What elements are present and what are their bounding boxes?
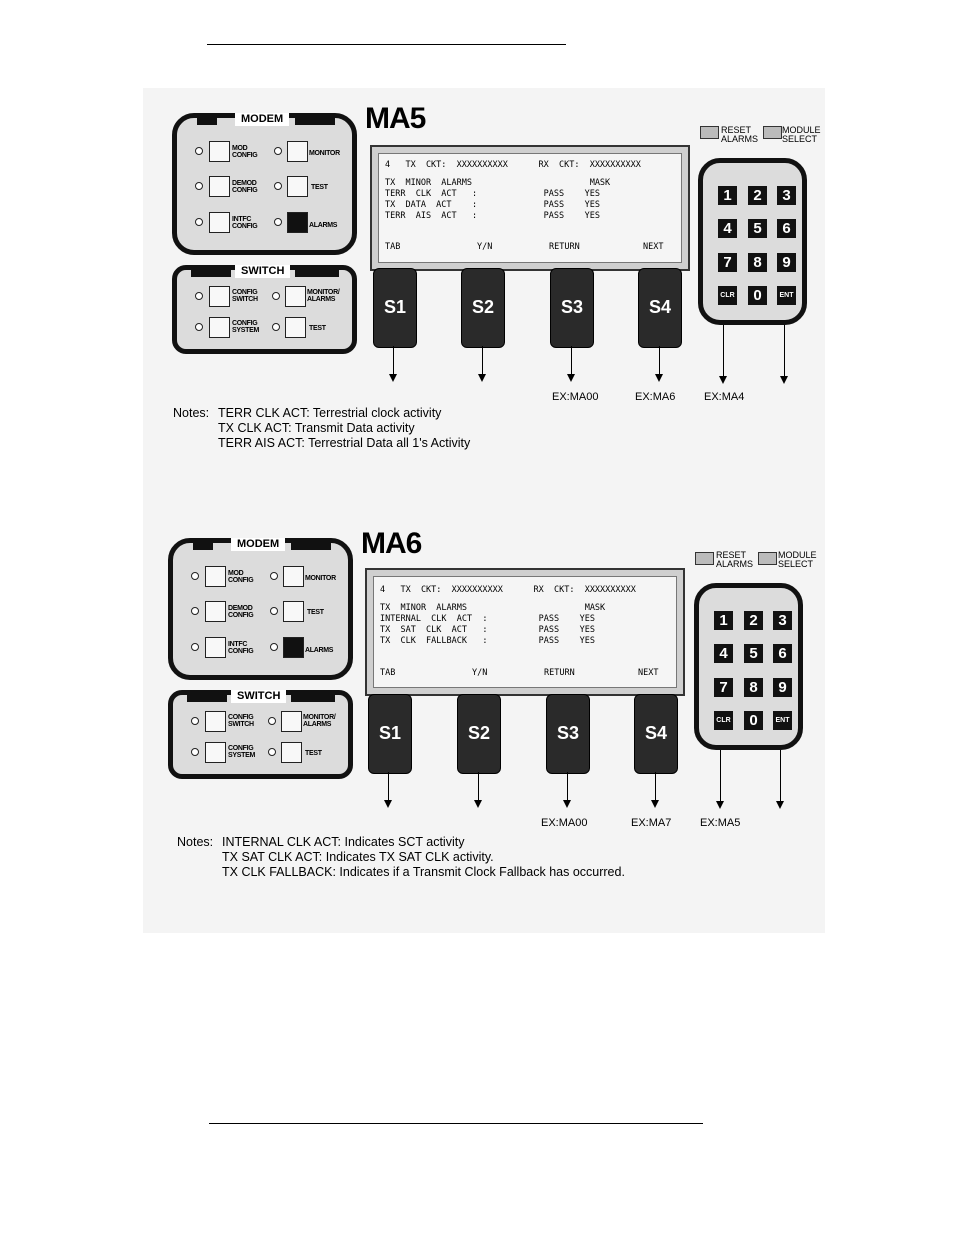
switch-title: SWITCH: [235, 265, 290, 278]
monitor-alarms-label: MONITOR/ ALARMS: [307, 289, 340, 303]
s4-destination: EX:MA7: [631, 817, 672, 829]
key-8[interactable]: 8: [748, 253, 767, 272]
s4-button[interactable]: [634, 694, 678, 774]
s2-arrow-head: [478, 374, 486, 382]
module-select-label: MODULE SELECT: [778, 550, 817, 569]
key-4[interactable]: 4: [718, 219, 737, 238]
lcd-screen: [370, 145, 690, 271]
title-bar-left: [187, 691, 227, 702]
monitor-label: MONITOR: [305, 575, 336, 582]
key-1[interactable]: 1: [718, 186, 737, 205]
intfc-config-label: INTFC CONFIG: [228, 641, 254, 655]
alarms-label: ALARMS: [305, 647, 334, 654]
softkey-label-next: NEXT: [638, 668, 659, 678]
s3-arrow-line: [567, 772, 568, 800]
s3-label: S3: [560, 297, 584, 317]
numeric-keypad: [694, 583, 803, 750]
s4-button[interactable]: [638, 268, 682, 348]
key-5[interactable]: 5: [744, 644, 763, 663]
s1-label: S1: [378, 723, 402, 743]
key-2[interactable]: 2: [744, 611, 763, 630]
monitor-alarms-button[interactable]: [285, 286, 306, 307]
lcd-header: 4 TX CKT: XXXXXXXXXX RX CKT: XXXXXXXXXX: [380, 585, 636, 595]
config-switch-led: [195, 292, 203, 300]
config-switch-label: CONFIG SWITCH: [232, 289, 258, 303]
s2-label: S2: [471, 297, 495, 317]
config-switch-label: CONFIG SWITCH: [228, 714, 254, 728]
s4-arrow-line: [659, 346, 660, 374]
config-system-label: CONFIG SYSTEM: [228, 745, 255, 759]
demod-config-label: DEMOD CONFIG: [228, 605, 254, 619]
alarms-button[interactable]: [283, 637, 304, 658]
key-4[interactable]: 4: [714, 644, 733, 663]
s2-button[interactable]: [461, 268, 505, 348]
figure-title: MA5: [365, 102, 426, 135]
config-switch-button[interactable]: [209, 286, 230, 307]
monitor-alarms-led: [272, 292, 280, 300]
s4-arrow-head: [651, 800, 659, 808]
test-label: TEST: [307, 609, 324, 616]
ent-arrow-head: [780, 376, 788, 384]
alarms-led: [270, 643, 278, 651]
lcd-line-1: TX MINOR ALARMS MASK: [380, 603, 606, 613]
note-3: TX CLK FALLBACK: Indicates if a Transmit Clock Fallback has occurred.: [222, 865, 625, 879]
config-system-button[interactable]: [205, 742, 226, 763]
reset-alarms-button[interactable]: [700, 126, 719, 139]
s2-arrow-line: [482, 346, 483, 374]
title-bar-left: [197, 114, 217, 125]
switch-panel: [172, 265, 357, 354]
s4-label: S4: [644, 723, 668, 743]
s3-button[interactable]: [546, 694, 590, 774]
clr-arrow-line: [720, 745, 721, 801]
s4-label: S4: [648, 297, 672, 317]
key-9[interactable]: 9: [773, 678, 792, 697]
mod-config-led: [195, 147, 203, 155]
demod-config-led: [195, 182, 203, 190]
module-select-button[interactable]: [763, 126, 782, 139]
monitor-alarms-button[interactable]: [281, 711, 302, 732]
switch-test-led: [272, 323, 280, 331]
demod-config-label: DEMOD CONFIG: [232, 180, 258, 194]
s3-arrow-head: [567, 374, 575, 382]
s3-destination: EX:MA00: [552, 391, 599, 403]
monitor-led: [270, 572, 278, 580]
mod-config-button[interactable]: [205, 566, 226, 587]
top-rule: [207, 44, 566, 45]
s1-arrow-line: [393, 346, 394, 374]
numeric-keypad: [698, 158, 807, 325]
s2-arrow-line: [478, 772, 479, 800]
switch-test-button[interactable]: [285, 317, 306, 338]
lcd-line-3: TX SAT CLK ACT : PASS YES: [380, 625, 595, 635]
note-1: TERR CLK ACT: Terrestrial clock activity: [218, 406, 442, 420]
key-7[interactable]: 7: [718, 253, 737, 272]
s1-arrow-head: [389, 374, 397, 382]
modem-title: MODEM: [231, 538, 285, 551]
note-1: INTERNAL CLK ACT: Indicates SCT activity: [222, 835, 465, 849]
switch-test-label: TEST: [309, 325, 326, 332]
test-button[interactable]: [283, 601, 304, 622]
s3-destination: EX:MA00: [541, 817, 588, 829]
switch-title: SWITCH: [231, 690, 286, 703]
key-ent[interactable]: ENT: [777, 286, 796, 305]
clr-arrow-line: [723, 320, 724, 376]
key-0[interactable]: 0: [744, 711, 763, 730]
lcd-display: [378, 153, 682, 263]
lcd-line-4: TX CLK FALLBACK : PASS YES: [380, 636, 595, 646]
intfc-config-label: INTFC CONFIG: [232, 216, 258, 230]
demod-config-button[interactable]: [205, 601, 226, 622]
switch-test-label: TEST: [305, 750, 322, 757]
alarms-button[interactable]: [287, 212, 308, 233]
ent-arrow-line: [780, 745, 781, 801]
test-button[interactable]: [287, 176, 308, 197]
clr-arrow-head: [719, 376, 727, 384]
lcd-display: [373, 576, 677, 688]
key-0[interactable]: 0: [748, 286, 767, 305]
title-bar-right: [291, 539, 331, 550]
s4-arrow-line: [655, 772, 656, 800]
key-7[interactable]: 7: [714, 678, 733, 697]
figure-title: MA6: [361, 527, 422, 560]
s2-label: S2: [467, 723, 491, 743]
intfc-config-led: [191, 643, 199, 651]
s3-label: S3: [556, 723, 580, 743]
lcd-screen: [365, 568, 685, 696]
note-3: TERR AIS ACT: Terrestrial Data all 1's Activity: [218, 436, 471, 450]
key-clr[interactable]: CLR: [718, 286, 737, 305]
key-ent[interactable]: ENT: [773, 711, 792, 730]
s3-arrow-head: [563, 800, 571, 808]
intfc-config-button[interactable]: [205, 637, 226, 658]
intfc-config-button[interactable]: [209, 212, 230, 233]
modem-panel: [172, 113, 357, 255]
key-6[interactable]: 6: [773, 644, 792, 663]
mod-config-label: MOD CONFIG: [232, 145, 258, 159]
lcd-line-1: TX MINOR ALARMS MASK: [385, 178, 611, 188]
config-system-led: [195, 323, 203, 331]
softkey-label-tab: TAB: [380, 668, 396, 678]
lcd-line-2: INTERNAL CLK ACT : PASS YES: [380, 614, 595, 624]
config-system-label: CONFIG SYSTEM: [232, 320, 259, 334]
lcd-header: 4 TX CKT: XXXXXXXXXX RX CKT: XXXXXXXXXX: [385, 160, 641, 170]
lcd-line-2: TERR CLK ACT : PASS YES: [385, 189, 600, 199]
s2-button[interactable]: [457, 694, 501, 774]
softkey-label-yn: Y/N: [477, 242, 493, 252]
config-switch-led: [191, 717, 199, 725]
title-bar-right: [295, 266, 339, 277]
clr-arrow-head: [716, 801, 724, 809]
modem-title: MODEM: [235, 113, 289, 126]
demod-config-button[interactable]: [209, 176, 230, 197]
ent-arrow-head: [776, 801, 784, 809]
module-select-button[interactable]: [758, 552, 777, 565]
key-9[interactable]: 9: [777, 253, 796, 272]
key-3[interactable]: 3: [777, 186, 796, 205]
s1-label: S1: [383, 297, 407, 317]
monitor-alarms-led: [268, 717, 276, 725]
softkey-label-return: RETURN: [549, 242, 580, 252]
notes-label: Notes:: [177, 835, 214, 849]
softkey-label-tab: TAB: [385, 242, 401, 252]
switch-test-button[interactable]: [281, 742, 302, 763]
modem-panel: [168, 538, 353, 680]
key-1[interactable]: 1: [714, 611, 733, 630]
test-label: TEST: [311, 184, 328, 191]
s1-button[interactable]: [373, 268, 417, 348]
intfc-config-led: [195, 218, 203, 226]
reset-alarms-label: RESET ALARMS: [716, 550, 754, 569]
s1-arrow-head: [384, 800, 392, 808]
s1-button[interactable]: [368, 694, 412, 774]
config-system-led: [191, 748, 199, 756]
lcd-line-4: TERR AIS ACT : PASS YES: [385, 211, 600, 221]
module-select-label: MODULE SELECT: [782, 125, 821, 144]
clr-destination: EX:MA5: [700, 817, 741, 829]
reset-alarms-button[interactable]: [695, 552, 714, 565]
monitor-alarms-label: MONITOR/ ALARMS: [303, 714, 336, 728]
note-2: TX SAT CLK ACT: Indicates TX SAT CLK activity.: [222, 850, 494, 864]
s3-arrow-line: [571, 346, 572, 374]
reset-alarms-label: RESET ALARMS: [721, 125, 759, 144]
s1-arrow-line: [388, 772, 389, 800]
key-8[interactable]: 8: [744, 678, 763, 697]
monitor-button[interactable]: [287, 141, 308, 162]
ent-arrow-line: [784, 320, 785, 376]
key-6[interactable]: 6: [777, 219, 796, 238]
bottom-rule: [209, 1123, 703, 1124]
key-3[interactable]: 3: [773, 611, 792, 630]
mod-config-button[interactable]: [209, 141, 230, 162]
mod-config-led: [191, 572, 199, 580]
s4-arrow-head: [655, 374, 663, 382]
test-led: [274, 182, 282, 190]
lcd-line-3: TX DATA ACT : PASS YES: [385, 200, 600, 210]
demod-config-led: [191, 607, 199, 615]
softkey-label-yn: Y/N: [472, 668, 488, 678]
monitor-led: [274, 147, 282, 155]
softkey-label-return: RETURN: [544, 668, 575, 678]
notes-label: Notes:: [173, 406, 210, 420]
clr-destination: EX:MA4: [704, 391, 745, 403]
title-bar-right: [291, 691, 335, 702]
key-clr[interactable]: CLR: [714, 711, 733, 730]
monitor-label: MONITOR: [309, 150, 340, 157]
title-bar-right: [295, 114, 335, 125]
mod-config-label: MOD CONFIG: [228, 570, 254, 584]
s3-button[interactable]: [550, 268, 594, 348]
s2-arrow-head: [474, 800, 482, 808]
alarms-label: ALARMS: [309, 222, 338, 229]
title-bar-left: [193, 539, 213, 550]
note-2: TX CLK ACT: Transmit Data activity: [218, 421, 415, 435]
config-system-button[interactable]: [209, 317, 230, 338]
monitor-button[interactable]: [283, 566, 304, 587]
config-switch-button[interactable]: [205, 711, 226, 732]
title-bar-left: [191, 266, 231, 277]
s4-destination: EX:MA6: [635, 391, 676, 403]
switch-panel: [168, 690, 353, 779]
switch-test-led: [268, 748, 276, 756]
alarms-led: [274, 218, 282, 226]
test-led: [270, 607, 278, 615]
key-5[interactable]: 5: [748, 219, 767, 238]
key-2[interactable]: 2: [748, 186, 767, 205]
softkey-label-next: NEXT: [643, 242, 664, 252]
